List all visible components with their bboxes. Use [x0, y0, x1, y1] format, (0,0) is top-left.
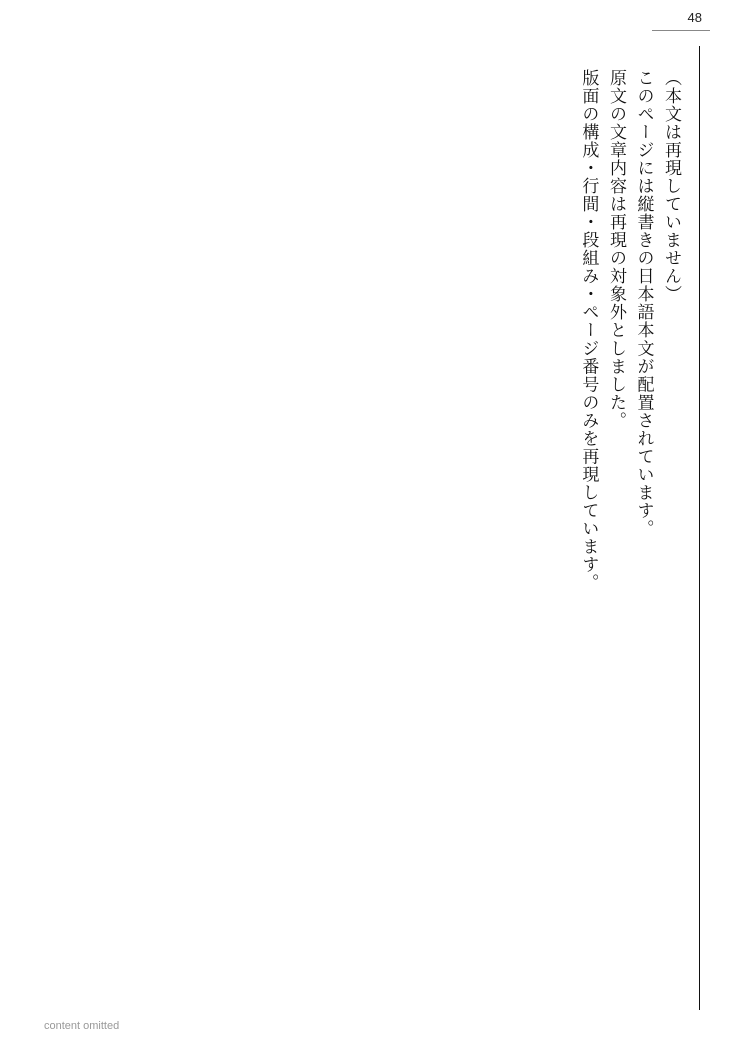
vertical-text-body: [44, 52, 684, 1004]
page-number: 48: [687, 10, 702, 25]
header-rule: [652, 30, 710, 31]
paragraph: 版面の構成・行間・段組み・ページ番号のみを再現しています。: [578, 69, 599, 592]
paragraph: このページには縦書きの日本語本文が配置されています。: [633, 69, 654, 538]
paragraph: （本文は再現していません）: [661, 69, 681, 304]
paragraph: 原文の文章内容は再現の対象外としました。: [605, 69, 626, 430]
omission-note: content omitted: [44, 1020, 120, 1032]
